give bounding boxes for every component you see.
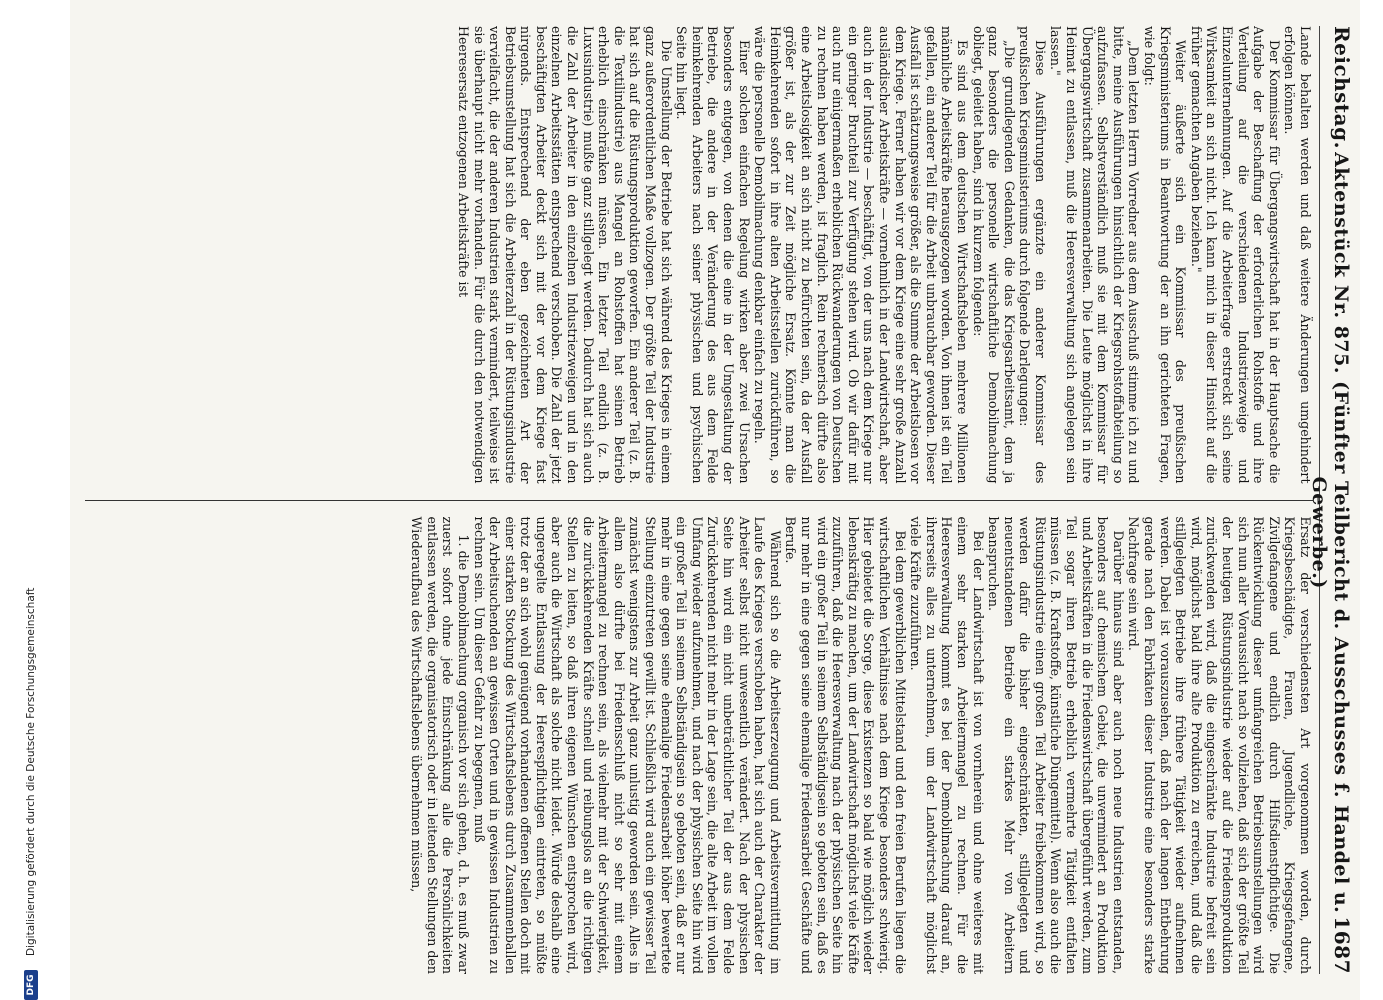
paragraph: Ersatz der verschiedensten Art vorgenommen worden, durch Kriegsbeschädigte, Frauen, Jugendliche, Kriegsgefangene, Zivilgefangene und endlich durch Hilfsdienstpflichtige. Die Rückentwicklung dieser umfangreichen Betriebsumstellungen wird sich nun aller Voraussicht nach so vollziehen, daß sich der größte Teil der heutigen Rüstungsindustrie wieder auf die Friedensproduktion zurückwenden wird, daß die eingeschränkte Industrie befreit sein wird, möglichst bald ihre alte Produktion zu erreichen, und daß die stillgelegten Betriebe ihre frühere Tätigkeit wieder aufnehmen werden. Dabei ist vorauszusehen, daß nach der langen Entbehrung gerade nach den Fabrikaten dieser Industrie eine besonders starke Nachfrage sein wird. (1126, 516, 1313, 974)
list-item: 1. die Demobilmachung organisch vor sich gehen, d. h. es muß zwar zuerst sofort ohne jede Einschränkung alle die Persönlichkeiten entlassen werden, die organisatorisch oder in leitenden Stellungen den Wiederaufbau des Wirtschaftslebens übernehmen müssen, (409, 516, 471, 974)
paragraph: Diese Ausführungen ergänzte ein anderer Kommissar des preußischen Kriegsministeriums durch folgende Darlegungen: (1017, 26, 1048, 484)
paragraph: Es sind aus dem deutschen Wirtschaftsleben mehrere Millionen männliche Arbeitskräfte herausgezogen worden. Von ihnen ist ein Teil gefallen, ein anderer Teil für die Arbeit unbrauchbar geworden. Dieser Ausfall ist schätzungsweise größer, als die Summe der Arbeitslosen vor dem Kriege. Ferner haben wir vor dem Kriege eine sehr große Anzahl ausländischer Arbeitskräfte — vornehmlich in der Landwirtschaft, aber auch in der Industrie — beschäftigt, von der uns nach dem Kriege nur ein geringer Bruchteil zur Verfügung stehen wird. Ob wir dafür mit auch nur einigermaßen erheblichen Rückwanderungen von Deutschen zu rechnen haben werden, ist fraglich. Rein rechnerisch dürfte also eine Arbeitslosigkeit an sich nicht zu befürchten sein, da der Ausfall größer ist, als der zur Zeit mögliche Ersatz. Könnte man die Heimkehrenden sofort in ihre alten Arbeitsstellen zurückführen, so wäre die personelle Demobilmachung denkbar einfach zu regeln. (752, 26, 970, 484)
paragraph: Bei dem gewerblichen Mittelstand und den freien Berufen liegen die wirtschaftlichen Verhältnisse nach dem Kriege besonders schwierig. Hier gebietet die Sorge, diese Existenzen so bald wie möglich wieder lebenskräftig zu machen, um der Landwirtschaft möglichst viele Kräfte zuzuführen, daß die Heeresverwaltung nach der physischen Seite hin wird ein großer Teil in seinem Selbständigsein so geboten sein, daß es nur mehr in eine gegen seine ehemalige Friedensarbeit Geschäfte und Berufe. (783, 516, 908, 974)
running-header (1308, 26, 1354, 974)
header-title: Aktenstück Nr. 875. (Fünfter Teilbericht d. Ausschusses f. Handel u. Gewerbe.) (1308, 152, 1352, 914)
paragraph: „Dem letzten Herrn Vorredner aus dem Ausschuß stimme ich zu und bitte, meine Ausführungen hinsichtlich der Kriegsrohstoffabteilung so aufzufassen. Selbstverständlich muß sie mit dem Kommissar für Übergangswirtschaft zusammenarbeiten. Die Leute möglichst in ihre Heimat zu entlassen, muß die Heeresverwaltung sich angelegen sein lassen." (1048, 26, 1142, 484)
credit-text: Digitalisierung gefördert durch die Deutsche Forschungsgemeinschaft (25, 587, 37, 956)
paragraph: „Die grundlegenden Gedanken, die das Kriegsarbeitsamt, dem ja ganz besonders die personelle wirtschaftliche Demobilmachung obliegt, geleitet haben, sind in kurzem folgende: (970, 26, 1017, 484)
left-column (85, 26, 1313, 484)
digitization-credit (22, 0, 40, 1000)
dfg-logo: DFG (24, 970, 38, 1000)
text-columns (85, 26, 1313, 974)
page-number: 1687 (1330, 916, 1354, 974)
paragraph: Weiter äußerte sich ein Kommissar des preußischen Kriegsministeriums in Beantwortung der an ihn gerichteten Fragen, wie folgt: (1142, 26, 1189, 484)
paragraph: Bei der Landwirtschaft ist von vornherein und ohne weiteres mit einem sehr starken Arbeitermangel zu rechnen. Für die Heeresverwaltung kommt es bei der Demobilmachung darauf an, ihrerseits alles zu unternehmen, um der Landwirtschaft möglichst viele Kräfte zuzuführen. (908, 516, 986, 974)
header-left: Reichstag. (1330, 26, 1354, 150)
paragraph: Der Kommissar für Übergangswirtschaft hat in der Hauptsache die Aufgabe der Beschaffung der erforderlichen Rohstoffe und ihre Verteilung auf die verschiedenen Industriezweige und Einzelunternehmungen. Auf die Arbeiterfrage erstreckt sich seine Wirksamkeit an sich nicht. Ich kann mich in dieser Hinsicht auf die früher gemachten Angaben beziehen." (1188, 26, 1282, 484)
document-page (70, 0, 1360, 1000)
column-divider (85, 500, 1313, 501)
paragraph: Während sich so die Arbeitserzeugung und Arbeitsvermittlung im Laufe des Krieges verschoben haben, hat sich auch der Charakter der Arbeiter selbst nicht unwesentlich verändert. Nach der physischen Seite hin wird ein nicht unbeträchtlicher Teil der aus dem Felde Zurückkehrenden nicht mehr in der Lage sein, die alte Arbeit im vollen Umfang wieder aufzunehmen, und nach der physischen Seite hin wird ein großer Teil in seinem Selbständigsein so geboten sein, daß er nur mehr in eine gegen seine ehemalige Friedensarbeit höher bewertete Stellung einzutreten gewillt ist. Schließlich wird auch ein gewisser Teil zunächst wenigstens zur Arbeit ganz unlustig geworden sein. Alles in allem also dürfte bei Friedensschluß nicht so sehr mit einem Arbeitermangel zu rechnen sein, als vielmehr mit der Schwierigkeit, die zurückkehrenden Kräfte schnell und reibungslos an die richtigen Stellen zu leiten, so daß ihren eigenen Wünschen entsprochen wird, aber auch die Wirtschaft als solche nicht leidet. Würde deshalb eine ungeregelte Entlassung der Heerespflichtigen eintreten, so müßte trotz der an sich wohl genügend vorhandenen offenen Stellen doch mit einer starken Stockung des Wirtschaftslebens durch Zusammenballen der Arbeitsuchenden an gewissen Orten und in gewissen Industrien zu rechnen sein. Um dieser Gefahr zu begegnen, muß (471, 516, 783, 974)
paragraph: Die Umstellung der Betriebe hat sich während des Krieges in einem ganz außerordentlichen Maße vollzogen. Der größte Teil der Industrie hat sich auf die Rüstungsproduktion geworfen. Ein anderer Teil (z. B. die Textilindustrie) aus Mangel an Rohstoffen hat seinen Betrieb erheblich einschränken müssen. Ein letzter Teil endlich (z. B. Luxusindustrie) mußte ganz stillgelegt werden. Dadurch hat sich auch die Zahl der Arbeiter in den einzelnen Industriezweigen und in den einzelnen Arbeitsstätten entsprechend verschoben. Die Zahl der jetzt beschäftigten Arbeiter deckt sich mit der vor dem Kriege fast nirgends. Entsprechend der eben gezeichneten Art der Betriebsumstellung hat sich die Arbeiterzahl in der Rüstungsindustrie vervielfacht, die der anderen Industrien stark vermindert, teilweise ist sie überhaupt nicht mehr vorhanden. Für die durch den notwendigen Heeresersatz entzogenen Arbeitskräfte ist (455, 26, 674, 484)
right-column (85, 516, 1313, 974)
paragraph: Einer solchen einfachen Regelung wirken aber zwei Ursachen besonders entgegen, von denen die eine in der Umgestaltung der Betriebe, die andere in der Veränderung des aus dem Felde heimkehrenden Arbeiters nach seiner physischen und psychischen Seite hin liegt. (674, 26, 752, 484)
paragraph: Lande behalten werden und daß weitere Änderungen umgehindert erfolgen können. (1282, 26, 1313, 484)
paragraph: Darüber hinaus sind aber auch noch neue Industrien entstanden, besonders auf chemischem Gebiet, die unvermindert an Produktion und Arbeitskräften in die Friedenswirtschaft übergeführt werden, zum Teil sogar ihren Betrieb erheblich vermehrte Tätigkeit entfalten müssen (z. B. Kraftstoffe, künstliche Düngemittel). Wenn also auch die Rüstungsindustrie einen großen Teil Arbeiter freibekommen wird, so werden dafür die bisher eingeschränkten, stillgelegten und neuentstandenen Betriebe ein starkes Mehr von Arbeitern beanspruchen. (986, 516, 1126, 974)
